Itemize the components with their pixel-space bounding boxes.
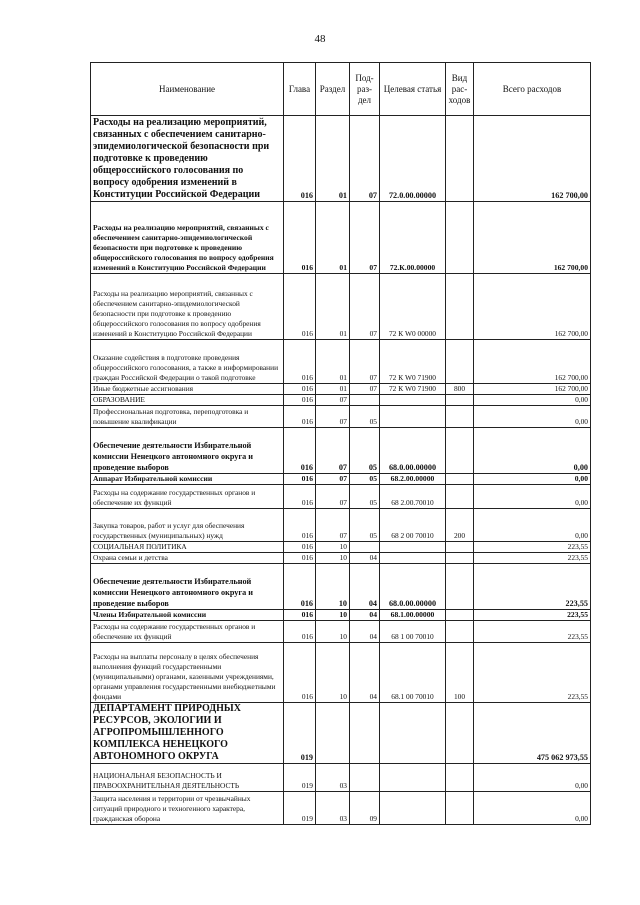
row-name: Оказание содействия в подготовке проведения общероссийского голосования, а также в информировании граждан Российской Федерации о такой подготовке	[91, 340, 284, 384]
row-total: 162 700,00	[474, 384, 591, 395]
row-section: 10	[316, 643, 350, 703]
row-total: 223,55	[474, 610, 591, 621]
row-total: 0,00	[474, 792, 591, 825]
row-section: 10	[316, 553, 350, 564]
table-row	[91, 643, 591, 703]
table-row	[91, 610, 591, 621]
row-subsection: 05	[350, 406, 380, 428]
header-type: Вид рас-ходов	[446, 63, 474, 116]
row-total: 475 062 973,55	[474, 703, 591, 764]
row-subsection: 07	[350, 202, 380, 274]
row-total: 162 700,00	[474, 116, 591, 202]
row-subsection: 04	[350, 643, 380, 703]
table-row	[91, 428, 591, 474]
row-name: Охрана семьи и детства	[91, 553, 284, 564]
row-name: ДЕПАРТАМЕНТ ПРИРОДНЫХ РЕСУРСОВ, ЭКОЛОГИИ И АГРОПРОМЫШЛЕННОГО КОМПЛЕКСА НЕНЕЦКОГО АВТОНОМНОГО ОКРУГА	[91, 703, 284, 764]
row-chapter: 019	[284, 792, 316, 825]
row-chapter: 016	[284, 485, 316, 509]
row-section: 10	[316, 564, 350, 610]
row-name: Члены Избирательной комиссии	[91, 610, 284, 621]
row-section: 10	[316, 542, 350, 553]
row-chapter: 016	[284, 406, 316, 428]
row-chapter: 016	[284, 509, 316, 542]
row-type	[446, 340, 474, 384]
row-section: 07	[316, 428, 350, 474]
row-total: 223,55	[474, 564, 591, 610]
table-row	[91, 564, 591, 610]
row-subsection: 04	[350, 564, 380, 610]
row-target: 72 К W0 71900	[380, 340, 446, 384]
row-total: 223,55	[474, 621, 591, 643]
row-section: 10	[316, 610, 350, 621]
row-subsection: 05	[350, 485, 380, 509]
table-row	[91, 274, 591, 340]
row-subsection: 07	[350, 340, 380, 384]
row-section: 07	[316, 509, 350, 542]
row-total: 0,00	[474, 485, 591, 509]
row-section: 10	[316, 621, 350, 643]
row-name: Расходы на содержание государственных органов и обеспечение их функций	[91, 621, 284, 643]
row-total: 0,00	[474, 474, 591, 485]
table-row	[91, 340, 591, 384]
row-target: 68.1.00.00000	[380, 610, 446, 621]
row-type	[446, 395, 474, 406]
row-target: 68.0.00.00000	[380, 428, 446, 474]
table-row	[91, 202, 591, 274]
row-total: 0,00	[474, 509, 591, 542]
table-row	[91, 116, 591, 202]
row-chapter: 016	[284, 553, 316, 564]
row-chapter: 019	[284, 764, 316, 792]
row-name: Обеспечение деятельности Избирательной комиссии Ненецкого автономного округа и проведение выборов	[91, 564, 284, 610]
row-chapter: 019	[284, 703, 316, 764]
row-name: Обеспечение деятельности Избирательной комиссии Ненецкого автономного округа и проведение выборов	[91, 428, 284, 474]
row-type	[446, 428, 474, 474]
table-row	[91, 509, 591, 542]
row-subsection: 04	[350, 610, 380, 621]
row-chapter: 016	[284, 474, 316, 485]
table-header-row	[91, 63, 591, 116]
row-chapter: 016	[284, 340, 316, 384]
row-chapter: 016	[284, 564, 316, 610]
row-name: ОБРАЗОВАНИЕ	[91, 395, 284, 406]
row-chapter: 016	[284, 621, 316, 643]
row-section	[316, 703, 350, 764]
row-section: 07	[316, 395, 350, 406]
row-target: 68 2.00.70010	[380, 485, 446, 509]
table-row	[91, 764, 591, 792]
row-name: Иные бюджетные ассигнования	[91, 384, 284, 395]
row-name: Профессиональная подготовка, переподготовка и повышение квалификации	[91, 406, 284, 428]
header-name: Наименование	[91, 63, 284, 116]
row-total: 223,55	[474, 542, 591, 553]
row-target: 68.0.00.00000	[380, 564, 446, 610]
table-row	[91, 542, 591, 553]
row-name: Закупка товаров, работ и услуг для обеспечения государственных (муниципальных) нужд	[91, 509, 284, 542]
row-name: Расходы на содержание государственных органов и обеспечение их функций	[91, 485, 284, 509]
row-total: 162 700,00	[474, 274, 591, 340]
row-type	[446, 474, 474, 485]
row-type	[446, 406, 474, 428]
row-section: 01	[316, 116, 350, 202]
page-number: 48	[314, 33, 326, 45]
row-type	[446, 116, 474, 202]
table-row	[91, 395, 591, 406]
row-section: 07	[316, 485, 350, 509]
row-section: 01	[316, 340, 350, 384]
row-subsection: 07	[350, 384, 380, 395]
row-name: Защита населения и территории от чрезвычайных ситуаций природного и техногенного характера, гражданская оборона	[91, 792, 284, 825]
row-chapter: 016	[284, 428, 316, 474]
row-subsection: 04	[350, 553, 380, 564]
row-name: Аппарат Избирательной комиссии	[91, 474, 284, 485]
row-type: 100	[446, 643, 474, 703]
row-chapter: 016	[284, 643, 316, 703]
row-type	[446, 703, 474, 764]
row-name: НАЦИОНАЛЬНАЯ БЕЗОПАСНОСТЬ И ПРАВООХРАНИТЕЛЬНАЯ ДЕЯТЕЛЬНОСТЬ	[91, 764, 284, 792]
row-section: 03	[316, 792, 350, 825]
header-section: Раздел	[316, 63, 350, 116]
row-subsection	[350, 542, 380, 553]
row-section: 01	[316, 274, 350, 340]
row-section: 07	[316, 474, 350, 485]
table-row	[91, 703, 591, 764]
row-chapter: 016	[284, 384, 316, 395]
table-row	[91, 621, 591, 643]
row-target: 68 2 00 70010	[380, 509, 446, 542]
row-type	[446, 274, 474, 340]
row-target	[380, 542, 446, 553]
header-chapter: Глава	[284, 63, 316, 116]
table-row	[91, 384, 591, 395]
row-chapter: 016	[284, 610, 316, 621]
row-subsection: 05	[350, 474, 380, 485]
row-target	[380, 764, 446, 792]
row-chapter: 016	[284, 202, 316, 274]
row-target: 72 К W0 00000	[380, 274, 446, 340]
row-subsection: 05	[350, 509, 380, 542]
table-row	[91, 792, 591, 825]
row-section: 03	[316, 764, 350, 792]
row-target	[380, 395, 446, 406]
budget-table	[90, 62, 591, 825]
row-subsection: 09	[350, 792, 380, 825]
row-type	[446, 792, 474, 825]
row-target	[380, 792, 446, 825]
row-name: СОЦИАЛЬНАЯ ПОЛИТИКА	[91, 542, 284, 553]
table-row	[91, 474, 591, 485]
row-name: Расходы на реализацию мероприятий, связанных с обеспечением санитарно-эпидемиологической безопасности при подготовке к проведению общероссийского голосования по вопросу одобрения изменений в Конституцию Российской Федерации	[91, 274, 284, 340]
row-subsection	[350, 703, 380, 764]
row-target: 68.1 00 70010	[380, 643, 446, 703]
row-subsection: 05	[350, 428, 380, 474]
row-target: 72.К.00.00000	[380, 202, 446, 274]
header-total: Всего расходов	[474, 63, 591, 116]
row-target: 68.2.00.00000	[380, 474, 446, 485]
table-row	[91, 553, 591, 564]
row-type	[446, 621, 474, 643]
row-section: 07	[316, 406, 350, 428]
row-name: Расходы на реализацию мероприятий, связанных с обеспечением санитарно-эпидемиологической безопасности при подготовке к проведению общероссийского голосования по вопросу одобрения изменений в Конституции Российской Федерации	[91, 116, 284, 202]
row-type	[446, 764, 474, 792]
row-chapter: 016	[284, 274, 316, 340]
row-subsection: 07	[350, 116, 380, 202]
row-target	[380, 406, 446, 428]
row-total: 162 700,00	[474, 202, 591, 274]
row-subsection: 04	[350, 621, 380, 643]
row-name: Расходы на реализацию мероприятий, связанных с обеспечением санитарно-эпидемиологической безопасности при подготовке к проведению общероссийского голосования по вопросу одобрения изменений в Конституцию Российской Федерации	[91, 202, 284, 274]
row-total: 223,55	[474, 553, 591, 564]
header-subsection: Под-раз-дел	[350, 63, 380, 116]
row-chapter: 016	[284, 116, 316, 202]
row-target	[380, 703, 446, 764]
row-target: 72.0.00.00000	[380, 116, 446, 202]
row-target: 68 1 00 70010	[380, 621, 446, 643]
row-subsection	[350, 395, 380, 406]
row-type	[446, 542, 474, 553]
row-subsection: 07	[350, 274, 380, 340]
row-total: 0,00	[474, 395, 591, 406]
row-type	[446, 553, 474, 564]
row-section: 01	[316, 384, 350, 395]
row-subsection	[350, 764, 380, 792]
row-type: 200	[446, 509, 474, 542]
table-row	[91, 406, 591, 428]
row-chapter: 016	[284, 542, 316, 553]
row-target: 72 К W0 71900	[380, 384, 446, 395]
row-total: 223,55	[474, 643, 591, 703]
row-type: 800	[446, 384, 474, 395]
row-type	[446, 485, 474, 509]
row-name: Расходы на выплаты персоналу в целях обеспечения выполнения функций государственными (муниципальными) органами, казенными учреждениями, органами управления государственными внебюджетными фондами	[91, 643, 284, 703]
row-chapter: 016	[284, 395, 316, 406]
row-type	[446, 610, 474, 621]
row-type	[446, 202, 474, 274]
row-total: 0,00	[474, 428, 591, 474]
header-target: Целевая статья	[380, 63, 446, 116]
row-total: 0,00	[474, 406, 591, 428]
row-section: 01	[316, 202, 350, 274]
row-type	[446, 564, 474, 610]
row-total: 162 700,00	[474, 340, 591, 384]
row-target	[380, 553, 446, 564]
row-total: 0,00	[474, 764, 591, 792]
table-row	[91, 485, 591, 509]
